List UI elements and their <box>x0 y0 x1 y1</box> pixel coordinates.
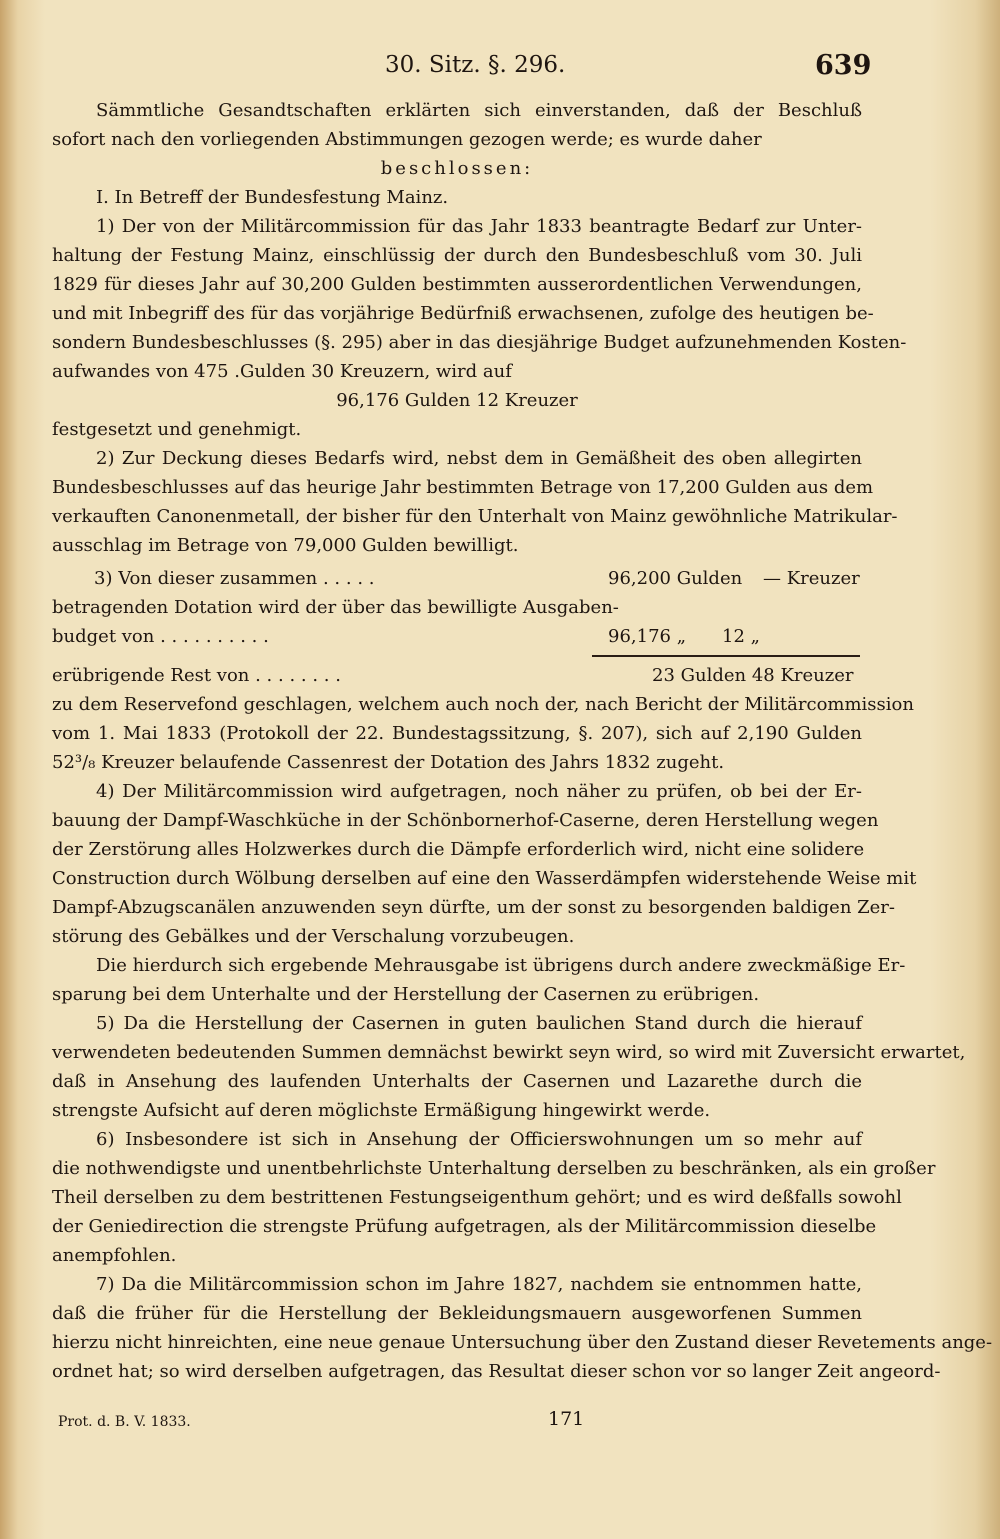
total-amount: 96,176 Gulden 12 Kreuzer <box>336 390 578 411</box>
calc-amount: 96,176 „ <box>608 626 687 647</box>
text-line: 4) Der Militärcommission wird aufgetragen, noch näher zu prüfen, ob bei der Er- <box>96 781 862 802</box>
text-line: Theil derselben zu dem bestrittenen Festungseigenthum gehört; und es wird deßfalls sowohl <box>52 1187 902 1208</box>
text-line: Die hierdurch sich ergebende Mehrausgabe ist übrigens durch andere zweckmäßige Er- <box>96 955 906 976</box>
page-number: 639 <box>815 50 872 81</box>
text-line: daß in Ansehung des laufenden Unterhalts der Casernen und Lazarethe durch die <box>52 1071 862 1092</box>
calc-unit: — Kreuzer <box>763 568 860 589</box>
section-heading: I. In Betreff der Bundesfestung Mainz. <box>96 187 449 208</box>
text-line: aufwandes von 475 .Gulden 30 Kreuzern, wird auf <box>52 361 512 382</box>
footer-reference: Prot. d. B. V. 1833. <box>58 1414 191 1430</box>
text-line: Sämmtliche Gesandtschaften erklärten sich einverstanden, daß der Beschluß <box>96 100 862 121</box>
header-section: 30. Sitz. §. 296. <box>385 52 566 78</box>
text-line: Bundesbeschlusses auf das heurige Jahr bestimmten Betrage von 17,200 Gulden aus dem <box>52 477 874 498</box>
calc-label: betragenden Dotation wird der über das bewilligte Ausgaben- <box>52 597 619 618</box>
text-line: Dampf-Abzugscanälen anzuwenden seyn dürfte, um der sonst zu besorgenden baldigen Zer- <box>52 897 895 918</box>
text-line: die nothwendigste und unentbehrlichste Unterhaltung derselben zu beschränken, als ein großer <box>52 1158 936 1179</box>
text-line: ordnet hat; so wird derselben aufgetragen, das Resultat dieser schon vor so langer Zeit angeord- <box>52 1361 941 1382</box>
sum-rule <box>592 655 860 657</box>
text-line: 5) Da die Herstellung der Casernen in guten baulichen Stand durch die hierauf <box>96 1013 862 1034</box>
text-line: festgesetzt und genehmigt. <box>52 419 302 440</box>
text-line: 1) Der von der Militärcommission für das Jahr 1833 beantragte Bedarf zur Unter- <box>96 216 862 237</box>
text-line: bauung der Dampf-Waschküche in der Schönbornerhof-Caserne, deren Herstellung wegen <box>52 810 879 831</box>
text-line: 52³/₈ Kreuzer belaufende Cassenrest der Dotation des Jahrs 1832 zugeht. <box>52 752 725 773</box>
running-header <box>0 52 1000 92</box>
text-line: anempfohlen. <box>52 1245 177 1266</box>
text-line: 6) Insbesondere ist sich in Ansehung der Officierswohnungen um so mehr auf <box>96 1129 862 1150</box>
calc-label: erübrigende Rest von . . . . . . . . <box>52 665 341 686</box>
text-line: daß die früher für die Herstellung der Bekleidungsmauern ausgeworfenen Summen <box>52 1303 862 1324</box>
calc-label: 3) Von dieser zusammen . . . . . <box>94 568 375 589</box>
calc-amount: 23 Gulden 48 Kreuzer <box>652 665 854 686</box>
text-line: störung des Gebälkes und der Verschalung vorzubeugen. <box>52 926 575 947</box>
page-footer <box>0 1408 1000 1438</box>
text-line: 2) Zur Deckung dieses Bedarfs wird, nebst dem in Gemäßheit des oben allegirten <box>96 448 862 469</box>
calc-label: budget von . . . . . . . . . . <box>52 626 269 647</box>
text-line: 7) Da die Militärcommission schon im Jahre 1827, nachdem sie entnommen hatte, <box>96 1274 862 1295</box>
text-line: verwendeten bedeutenden Summen demnächst bewirkt seyn wird, so wird mit Zuversicht erwartet, <box>52 1042 966 1063</box>
text-line: vom 1. Mai 1833 (Protokoll der 22. Bundestagssitzung, §. 207), sich auf 2,190 Gulden <box>52 723 862 744</box>
text-line: sparung bei dem Unterhalte und der Herstellung der Casernen zu erübrigen. <box>52 984 760 1005</box>
calc-row <box>52 593 862 622</box>
text-line: hierzu nicht hinreichten, eine neue genaue Untersuchung über den Zustand dieser Revetements ange- <box>52 1332 993 1353</box>
text-line: 1829 für dieses Jahr auf 30,200 Gulden bestimmten ausserordentlichen Verwendungen, <box>52 274 862 295</box>
calc-amount: 96,200 Gulden <box>608 568 743 589</box>
calc-row <box>52 622 862 651</box>
text-line: und mit Inbegriff des für das vorjährige Bedürfniß erwachsenen, zufolge des heutigen be- <box>52 303 874 324</box>
calc-row <box>52 564 862 593</box>
text-line: sondern Bundesbeschlusses (§. 295) aber in das diesjährige Budget aufzunehmenden Kosten- <box>52 332 907 353</box>
text-line: sofort nach den vorliegenden Abstimmungen gezogen werde; es wurde daher <box>52 129 762 150</box>
text-line: ausschlag im Betrage von 79,000 Gulden bewilligt. <box>52 535 519 556</box>
calc-row <box>52 661 862 690</box>
page-body <box>52 96 993 1386</box>
text-line: der Zerstörung alles Holzwerkes durch die Dämpfe erforderlich wird, nicht eine solidere <box>52 839 865 860</box>
text-line: haltung der Festung Mainz, einschlüssig der durch den Bundesbeschluß vom 30. Juli <box>52 245 862 266</box>
resolution-heading: beschlossen: <box>380 158 534 179</box>
text-line: Construction durch Wölbung derselben auf eine den Wasserdämpfen widerstehende Weise mit <box>52 868 917 889</box>
signature-number: 171 <box>548 1408 585 1430</box>
calc-unit: 12 „ <box>722 626 760 647</box>
text-line: zu dem Reservefond geschlagen, welchem auch noch der, nach Bericht der Militärcommission <box>52 694 914 715</box>
text-line: strengste Aufsicht auf deren möglichste Ermäßigung hingewirkt werde. <box>52 1100 711 1121</box>
text-line: der Geniedirection die strengste Prüfung aufgetragen, als der Militärcommission dieselbe <box>52 1216 877 1237</box>
text-line: verkauften Canonenmetall, der bisher für den Unterhalt von Mainz gewöhnliche Matrikular- <box>52 506 898 527</box>
